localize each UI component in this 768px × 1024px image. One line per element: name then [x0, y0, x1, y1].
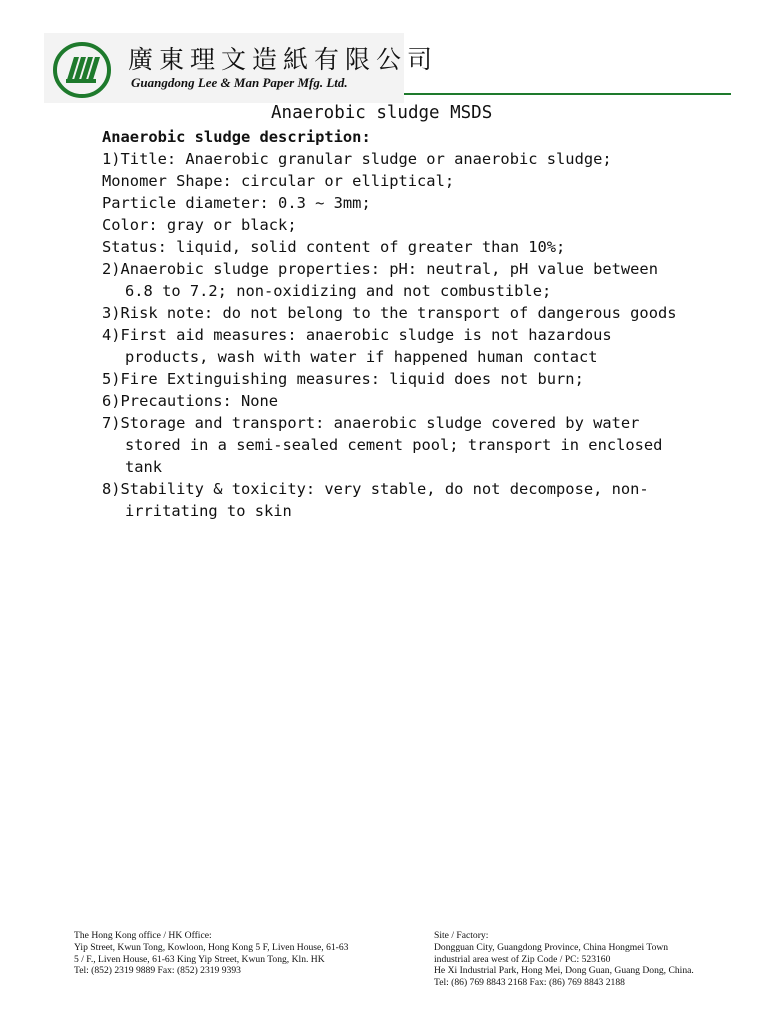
text-line: Color: gray or black; [102, 216, 297, 234]
section-heading: Anaerobic sludge description: [102, 128, 371, 146]
text-line: 3)Risk note: do not belong to the transport of dangerous goods [102, 304, 677, 322]
text-line: 7)Storage and transport: anaerobic sludge covered by water [102, 414, 640, 432]
company-name-chinese: 廣東理文造紙有限公司 [128, 45, 439, 74]
text-line: Monomer Shape: circular or elliptical; [102, 172, 455, 190]
header-divider [404, 93, 731, 95]
footer-hk-phone: Tel: (852) 2319 9889 Fax: (852) 2319 9393 [74, 965, 241, 977]
text-line: stored in a semi-sealed cement pool; transport in enclosed [125, 436, 663, 454]
text-line: 5)Fire Extinguishing measures: liquid does not burn; [102, 370, 584, 388]
text-line: Status: liquid, solid content of greater than 10%; [102, 238, 566, 256]
text-line: products, wash with water if happened human contact [125, 348, 598, 366]
footer-hk-address: Yip Street, Kwun Tong, Kowloon, Hong Kong 5 F, Liven House, 61-63 [74, 941, 349, 953]
footer-hk-office [74, 930, 404, 977]
company-logo-icon [52, 41, 112, 99]
footer-site-heading: Site / Factory: [434, 930, 489, 941]
footer-site-phone: Tel: (86) 769 8843 2168 Fax: (86) 769 8843 2188 [434, 977, 625, 989]
text-line: irritating to skin [125, 502, 292, 520]
document-title: Anaerobic sludge MSDS [271, 103, 493, 123]
text-line: 6.8 to 7.2; non-oxidizing and not combustible; [125, 282, 552, 300]
footer-site-address-alt: He Xi Industrial Park, Hong Mei, Dong Guan, Guang Dong, China. [434, 965, 694, 977]
footer-site-address: Dongguan City, Guangdong Province, China Hongmei Town [434, 941, 669, 953]
footer-site-factory [434, 930, 744, 989]
text-line: 6)Precautions: None [102, 392, 279, 410]
footer-site-address-zip: industrial area west of Zip Code / PC: 523160 [434, 953, 611, 965]
text-line: 8)Stability & toxicity: very stable, do not decompose, non- [102, 480, 649, 498]
text-line: Particle diameter: 0.3 ~ 3mm; [102, 194, 371, 212]
text-line: 1)Title: Anaerobic granular sludge or anaerobic sludge; [102, 150, 612, 168]
company-name-english: Guangdong Lee & Man Paper Mfg. Ltd. [131, 75, 348, 90]
footer-hk-heading: The Hong Kong office / HK Office: [74, 930, 212, 941]
text-line: 4)First aid measures: anaerobic sludge is not hazardous [102, 326, 612, 344]
text-line: tank [125, 458, 163, 476]
footer-hk-address-alt: 5 / F., Liven House, 61-63 King Yip Street, Kwun Tong, Kln. HK [74, 953, 325, 965]
text-line: 2)Anaerobic sludge properties: pH: neutral, pH value between [102, 260, 658, 278]
